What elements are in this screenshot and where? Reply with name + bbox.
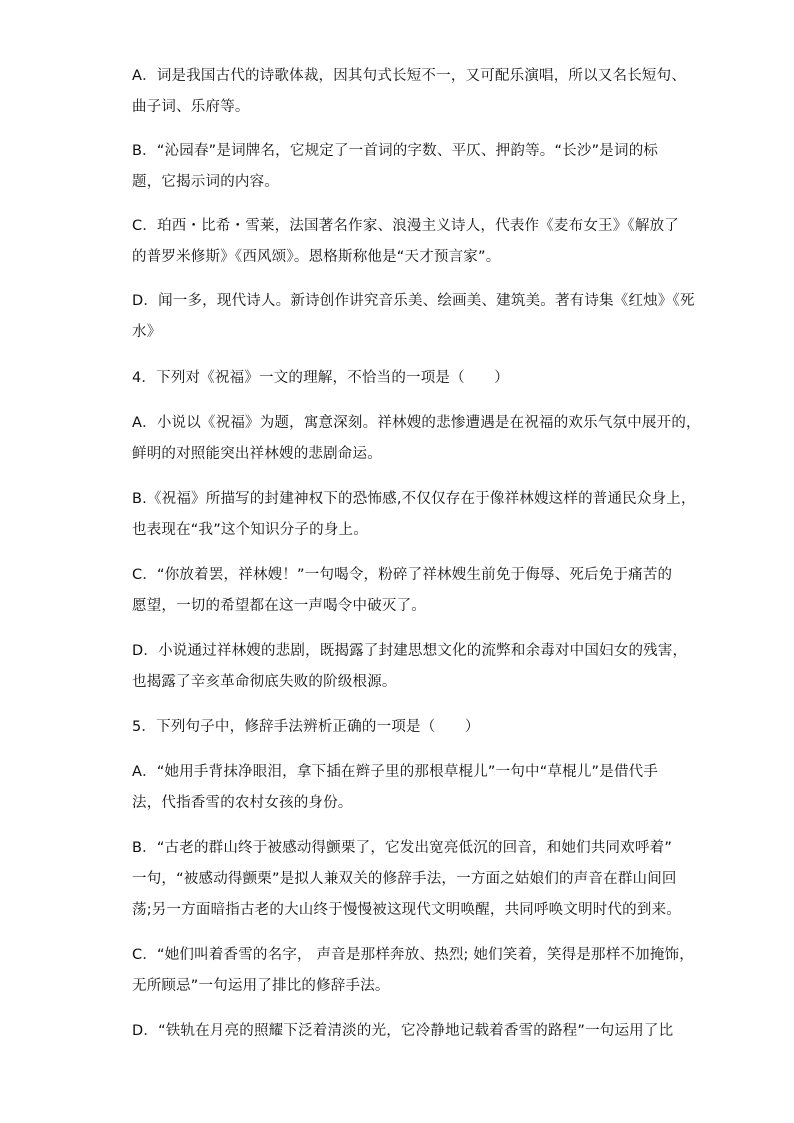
q5-option-b-line-3: 荡;另一方面暗指古老的大山终于慢慢被这现代文明唤醒，共同呼唤文明时代的到来。: [132, 902, 681, 918]
q5-option-a-line-1: A．“她用手背抹净眼泪，拿下插在辫子里的那根草棍儿”一句中“草棍儿”是借代手: [132, 764, 659, 780]
question-4-stem: 4．下列对《祝福》一文的理解，不恰当的一项是（ ）: [132, 370, 509, 386]
option-b-line-1: B．“沁园春”是词牌名，它规定了一首词的字数、平仄、押韵等。“长沙”是词的标: [132, 143, 659, 159]
q4-option-b-line-1: B.《祝福》所描写的封建神权下的恐怖感,不仅仅存在于像祥林嫂这样的普通民众身上，: [132, 491, 696, 507]
q4-option-a-line-1: A．小说以《祝福》为题，寓意深刻。祥林嫂的悲惨遭遇是在祝福的欢乐气氛中展开的，: [132, 415, 701, 431]
q4-option-a-line-2: 鲜明的对照能突出祥林嫂的悲剧命运。: [132, 446, 382, 462]
q4-option-b-line-2: 也表现在“我”这个知识分子的身上。: [132, 522, 368, 538]
q5-option-b-line-2: 一句，“被感动得颤栗”是拟人兼双关的修辞手法，一方面之姑娘们的声音在群山间回: [132, 871, 677, 887]
q5-option-b-line-1: B．“古老的群山终于被感动得颤栗了，它发出宽亮低沉的回音，和她们共同欢呼着”: [132, 840, 673, 856]
option-d-line-2: 水》: [132, 324, 162, 340]
option-a-line-1: A．词是我国古代的诗歌体裁，因其句式长短不一，又可配乐演唱，所以又名长短句、: [132, 68, 687, 84]
option-c-line-1: C．珀西・比希・雪莱，法国著名作家、浪漫主义诗人，代表作《麦布女王》《解放了: [132, 218, 679, 234]
q4-option-d-line-2: 也揭露了辛亥革命彻底失败的阶级根源。: [132, 674, 397, 690]
q4-option-c-line-2: 愿望，一切的希望都在这一声喝令中破灭了。: [132, 598, 426, 614]
option-a-line-2: 曲子词、乐府等。: [132, 99, 250, 115]
q4-option-d-line-1: D．小说通过祥林嫂的悲剧，既揭露了封建思想文化的流弊和余毒对中国妇女的残害，: [132, 643, 688, 659]
question-5-stem: 5．下列句子中，修辞手法辨析正确的一项是（ ）: [132, 719, 480, 735]
q5-option-c-line-2: 无所顾忌”一句运用了排比的修辞手法。: [132, 978, 390, 994]
q5-option-a-line-2: 法，代指香雪的农村女孩的身份。: [132, 795, 353, 811]
option-c-line-2: 的普罗米修斯》《西风颂》。恩格斯称他是“天才预言家”。: [132, 249, 501, 265]
q4-option-c-line-1: C．“你放着罢，祥林嫂！”一句喝令，粉碎了祥林嫂生前免于侮辱、死后免于痛苦的: [132, 567, 673, 583]
option-d-line-1: D．闻一多，现代诗人。新诗创作讲究音乐美、绘画美、建筑美。著有诗集《红烛》《死: [132, 293, 695, 309]
option-b-line-2: 题，它揭示词的内容。: [132, 174, 279, 190]
q5-option-c-line-1: C．“她们叫着香雪的名字， 声音是那样奔放、热烈; 她们笑着，笑得是那样不加掩饰，: [132, 947, 694, 963]
q5-option-d-line-1: D．“铁轨在月亮的照耀下泛着清淡的光，它冷静地记载着香雪的路程”一句运用了比: [132, 1023, 674, 1039]
